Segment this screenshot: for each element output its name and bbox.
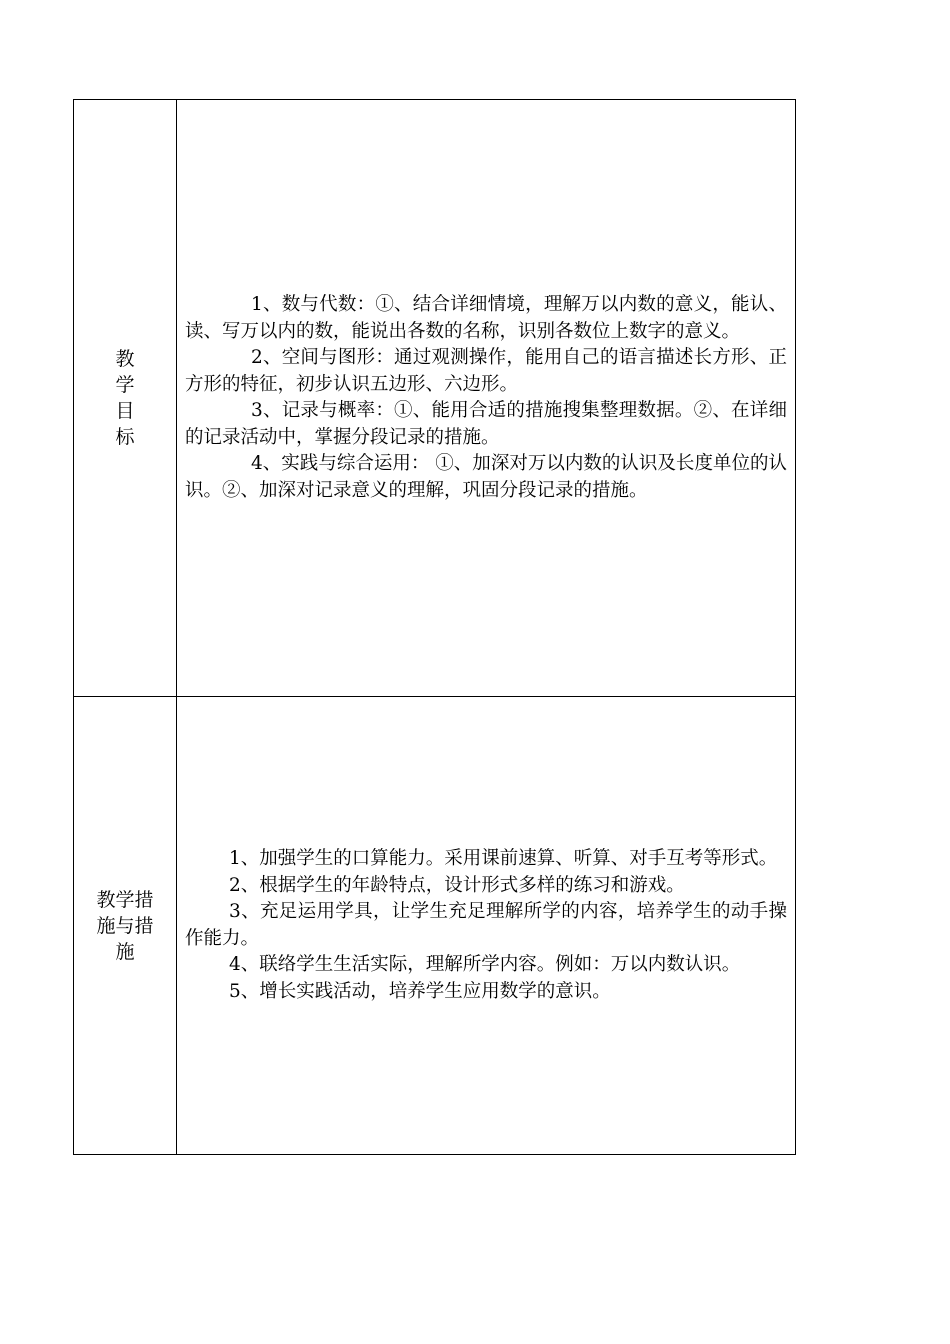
- row-label-cell: [74, 697, 177, 1154]
- table-row-measures: [74, 696, 795, 1154]
- objective-item: 4、实践与综合运用： ①、加深对万以内数的认识及长度单位的认识。②、加深对记录意义的理解，巩固分段记录的措施。: [185, 453, 787, 501]
- row-label-cell: [74, 100, 177, 696]
- measures-content: [185, 846, 787, 1005]
- objective-item: 1、数与代数：①、结合详细情境，理解万以内数的意义，能认、读、写万以内的数，能说出各数的名称，识别各数位上数字的意义。: [185, 294, 787, 342]
- row-content-cell: [177, 100, 795, 696]
- measure-item: 1、加强学生的口算能力。采用课前速算、听算、对手互考等形式。: [229, 848, 778, 869]
- objective-item: 2、空间与图形：通过观测操作，能用自己的语言描述长方形、正方形的特征，初步认识五边形、六边形。: [185, 347, 787, 395]
- row-label-measures: 教学措施与措施: [96, 888, 154, 963]
- measure-item: 2、根据学生的年龄特点，设计形式多样的练习和游戏。: [229, 874, 685, 896]
- measure-item: 4、联络学生生活实际，理解所学内容。例如：万以内数认识。: [229, 954, 741, 975]
- objective-item: 3、记录与概率：①、能用合适的措施搜集整理数据。②、在详细的记录活动中，掌握分段记录的措施。: [185, 400, 787, 448]
- row-content-cell: [177, 697, 795, 1154]
- objectives-content: [185, 292, 787, 504]
- table-row-objectives: [74, 100, 795, 696]
- measure-item: 5、增长实践活动，培养学生应用数学的意识。: [229, 980, 611, 1002]
- measure-item: 3、充足运用学具，让学生充足理解所学的内容，培养学生的动手操作能力。: [185, 901, 787, 949]
- plan-table: [73, 99, 796, 1155]
- row-label-objectives: 教学目标: [115, 348, 135, 448]
